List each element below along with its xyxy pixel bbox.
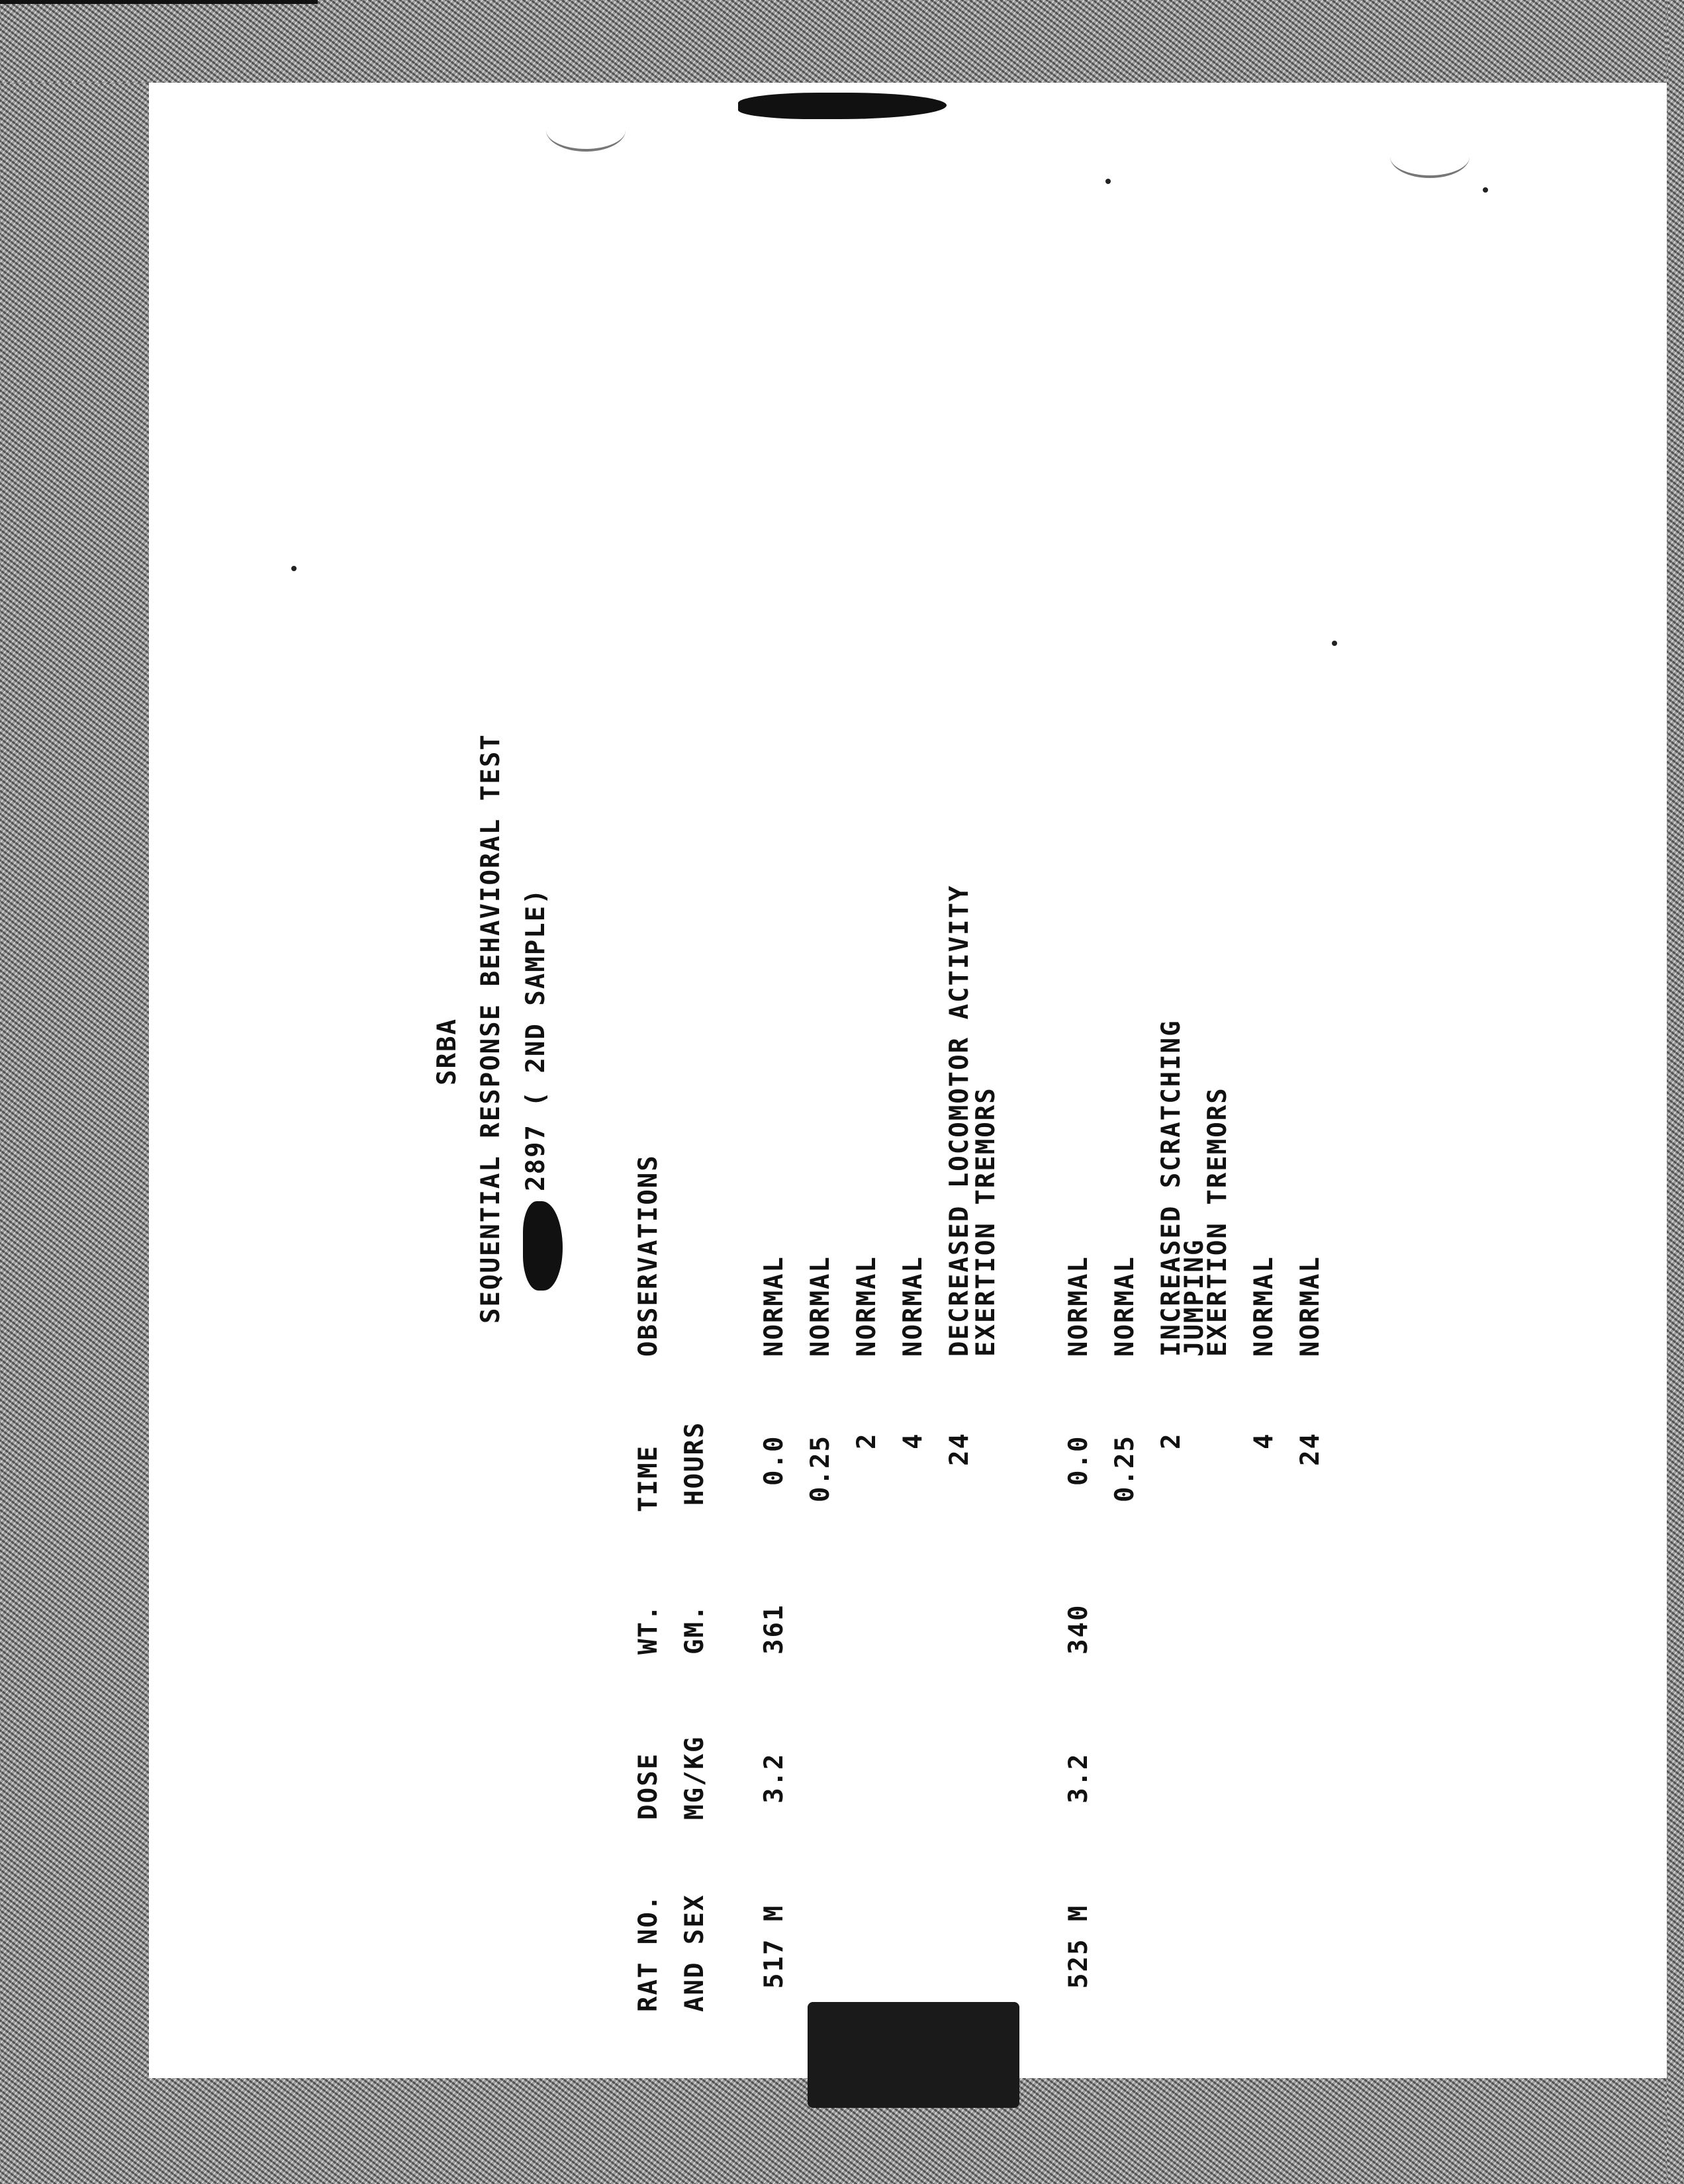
header-time: TIME: [633, 1445, 663, 1512]
speck: [1483, 187, 1488, 193]
observation: NORMAL: [852, 1255, 882, 1357]
time-value: 0.0: [1064, 1435, 1094, 1486]
speck: [291, 566, 297, 571]
ink-blot: [523, 1201, 563, 1291]
scan-edge-top: [0, 0, 1684, 83]
scan-top-bar: [0, 0, 318, 4]
header-hours: HOURS: [680, 1421, 710, 1506]
observation: NORMAL: [898, 1255, 928, 1357]
doc-subtitle: SEQUENTIAL RESPONSE BEHAVIORAL TEST: [476, 733, 506, 1324]
doc-title: SRBA: [432, 1018, 462, 1085]
rat-id: 517 M: [759, 1904, 789, 1989]
observation: NORMAL: [806, 1255, 835, 1357]
time-value: 4: [898, 1432, 928, 1449]
observation: NORMAL: [1064, 1255, 1094, 1357]
header-rat-no: RAT NO.: [633, 1893, 663, 2012]
observation: NORMAL: [1249, 1255, 1279, 1357]
observation-line-2: JUMPING: [1180, 1238, 1209, 1357]
time-value: 4: [1249, 1432, 1279, 1449]
time-value: 0.25: [1110, 1435, 1140, 1502]
header-gm: GM.: [680, 1604, 710, 1655]
time-value: 2: [852, 1432, 882, 1449]
observation: NORMAL: [1295, 1255, 1325, 1357]
observation: NORMAL: [759, 1255, 789, 1357]
time-value: 0.25: [806, 1435, 835, 1502]
weight-value: 340: [1064, 1604, 1094, 1655]
observation-line-3: EXERTION TREMORS: [1203, 1087, 1233, 1357]
weight-value: 361: [759, 1604, 789, 1655]
punch-hole: [1390, 136, 1470, 178]
observation: DECREASED LOCOMOTOR ACTIVITY: [945, 884, 974, 1357]
punch-hole: [546, 109, 626, 152]
header-dose: DOSE: [633, 1752, 663, 1820]
rat-id: 525 M: [1064, 1904, 1094, 1989]
header-mg-kg: MG/KG: [680, 1735, 710, 1820]
header-wt: WT.: [633, 1604, 663, 1655]
dose-value: 3.2: [759, 1752, 789, 1803]
sample-line: 2897 ( 2ND SAMPLE): [521, 887, 551, 1191]
dose-value: 3.2: [1064, 1752, 1094, 1803]
observation: NORMAL: [1110, 1255, 1140, 1357]
time-value: 24: [1295, 1432, 1325, 1466]
time-value: 0.0: [759, 1435, 789, 1486]
header-observations: OBSERVATIONS: [633, 1154, 663, 1357]
header-and-sex: AND SEX: [680, 1893, 710, 2012]
scan-edge-left: [0, 0, 149, 2184]
time-value: 2: [1156, 1432, 1186, 1449]
time-value: 24: [945, 1432, 974, 1466]
scan-edge-right: [1667, 0, 1684, 2184]
observation: INCREASED SCRATCHING: [1156, 1019, 1186, 1357]
speck: [1105, 179, 1111, 184]
observation-line-2: EXERTION TREMORS: [971, 1087, 1001, 1357]
rotated-content: [430, 265, 1489, 2118]
